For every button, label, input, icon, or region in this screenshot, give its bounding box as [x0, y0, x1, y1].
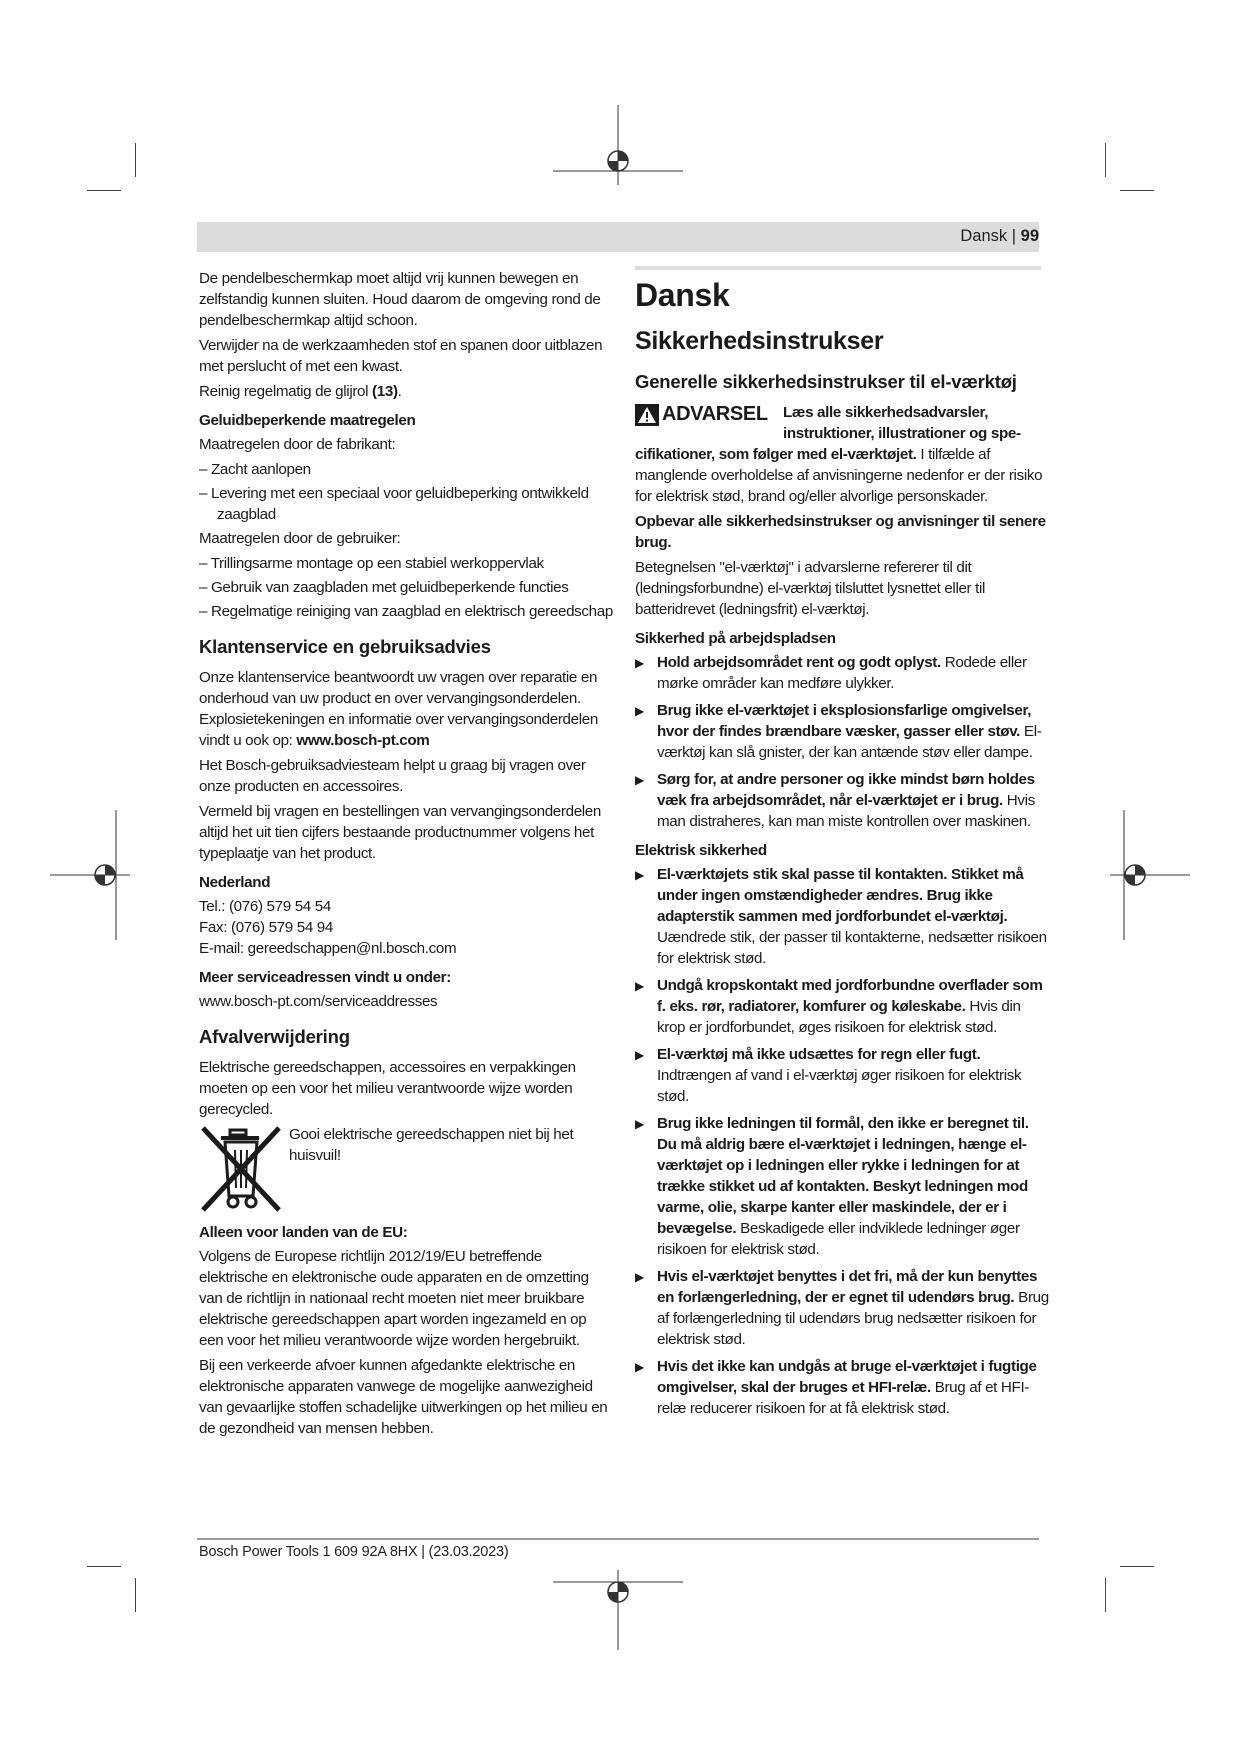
bullet-arrow-icon: ▶ [635, 1360, 644, 1374]
bullet-arrow-icon: ▶ [635, 656, 644, 670]
bullet-arrow-icon: ▶ [635, 1048, 644, 1062]
paragraph: Elektrische gereedschappen, accessoires en verpakkingen moeten op een voor het milieu verantwoorde wijze worden gerecycled. [199, 1059, 576, 1118]
warning-block [635, 402, 1049, 444]
crop-mark [87, 190, 121, 191]
noise-heading: Geluidbeperkende maatregelen [199, 412, 416, 429]
registration-mark-icon [553, 1570, 683, 1650]
bullet-arrow-icon: ▶ [635, 979, 644, 993]
list-item: ▶ Hvis el-værktøjet benyttes i det fri, må der kun benyttes en forlængerledning, der er egnet til udendørs brug. Brug af forlængerledning til udendørs brug nedsætter risikoen for elektrisk stød. [635, 1268, 1049, 1348]
list-item: ▶ El-værktøj må ikke udsættes for regn eller fugt. Indtrængen af vand i el-værktøj øger risikoen for elektrisk stød. [635, 1046, 1022, 1105]
paragraph: Maatregelen door de fabrikant: [199, 436, 396, 453]
list-item: – Zacht aanlopen [199, 461, 311, 478]
bullet-arrow-icon: ▶ [635, 1117, 644, 1131]
reference-number: (13) [372, 383, 398, 400]
crop-mark [1105, 1578, 1106, 1612]
list-item: ▶ Sørg for, at andre personer og ikke mindst børn holdes væk fra arbejdsområdet, når el-værktøjet er i brug. Hvis man distraheres, kan man miste kontrollen over maskinen. [635, 771, 1035, 830]
contact-tel: Tel.: (076) 579 54 54 [199, 898, 331, 915]
bullet-arrow-icon: ▶ [635, 1270, 644, 1284]
section-heading-general: Generelle sikkerhedsinstrukser til el-værktøj [635, 371, 1017, 392]
paragraph: cifikationer, som følger med el-værktøjet. I tilfælde af manglende overholdelse af anvisningerne nedenfor er der risiko for elektrisk stød, brand og/eller alvorlige personskader. [635, 446, 1043, 505]
paragraph: Het Bosch-gebruiksadviesteam helpt u graag bij vragen over onze producten en accessoires. [199, 757, 586, 795]
crossed-bin-icon [199, 1124, 285, 1214]
section-heading-service: Klantenservice en gebruiksadvies [199, 636, 491, 657]
contact-email[interactable]: E-mail: gereedschappen@nl.bosch.com [199, 940, 457, 957]
contact-fax: Fax: (076) 579 54 94 [199, 919, 333, 936]
weee-text: Gooi elektrische gereedschappen niet bij het huisvuil! [289, 1126, 574, 1164]
header-language: Dansk [960, 227, 1008, 245]
list-item: – Trillingsarme montage op een stabiel werkoppervlak [199, 555, 544, 572]
crop-mark [1105, 143, 1106, 177]
paragraph: Bij een verkeerde afvoer kunnen afgedankte elektrische en elektronische apparaten vanwege de mogelijke aanwezigheid van gevaarlijke stoffen schadelijke uitwerkingen op het milieu en de gezondheid van mensen hebben. [199, 1357, 608, 1437]
crop-mark [1120, 190, 1154, 191]
registration-mark-icon [1110, 810, 1190, 940]
paragraph: Verwijder na de werkzaamheden stof en spanen door uitblazen met perslucht of met een kwast. [199, 337, 603, 375]
paragraph: Opbevar alle sikkerhedsinstrukser og anvisninger til senere brug. [635, 513, 1046, 551]
list-item: ▶ Hvis det ikke kan undgås at bruge el-værktøjet i fugtige omgivelser, skal der bruges et HFI-relæ. Brug af et HFI-relæ reducerer risikoen for at få elektrisk stød. [635, 1358, 1037, 1417]
service-addresses-link[interactable]: www.bosch-pt.com/serviceaddresses [199, 993, 438, 1010]
footer-rule [197, 1538, 1039, 1540]
paragraph: Vermeld bij vragen en bestellingen van vervangingsonderdelen altijd het uit tien cijfers bestaande productnummer volgens het typeplaatje van het product. [199, 803, 602, 862]
warning-label: ADVARSEL [635, 402, 783, 444]
paragraph: Betegnelsen "el-værktøj" i advarslerne refererer til dit (ledningsforbundne) el-værktøj tilsluttet lysnettet eller til batteridrevet (ledningsfrit) el-værktøj. [635, 559, 986, 618]
workplace-heading: Sikkerhed på arbejdspladsen [635, 630, 836, 647]
paragraph: Volgens de Europese richtlijn 2012/19/EU betreffende elektrische en elektronische oude apparaten en de omzetting van de richtlijn in nationaal recht moeten niet meer bruikbare elektrische gereedschappen apart worden ingezameld en op een voor het milieu verantwoorde wijze worden hergebruikt. [199, 1248, 589, 1349]
warning-lead: Læs alle sikkerhedsadvarsler, instruktioner, illustrationer og spe- [783, 404, 1021, 442]
country-heading: Nederland [199, 874, 271, 891]
crop-mark [135, 143, 136, 177]
eu-heading: Alleen voor landen van de EU: [199, 1224, 408, 1241]
section-heading-disposal: Afvalverwijdering [199, 1026, 350, 1047]
list-item: – Levering met een speciaal voor geluidbeperking ontwikkeld zaagblad [199, 485, 589, 523]
page-number: 99 [1020, 227, 1039, 245]
list-item: ▶ Brug ikke el-værktøjet i eksplosionsfarlige omgivelser, hvor der findes brændbare væsker, gasser eller støv. El-værktøj kan slå gnister, der kan antænde støv eller dampe. [635, 702, 1042, 761]
list-item: ▶ Undgå kropskontakt med jordforbundne overflader som f. eks. rør, radiatorer, komfurer og køleskabe. Hvis din krop er jordforbundet, øges risikoen for elektrisk stød. [635, 977, 1043, 1036]
list-item: ▶ Hold arbejdsområdet rent og godt oplyst. Rodede eller mørke områder kan medføre ulykker. [635, 654, 1027, 692]
header-separator: | [1011, 227, 1017, 245]
warning-triangle-icon [635, 404, 659, 426]
paragraph: Maatregelen door de gebruiker: [199, 530, 401, 547]
crop-mark [1120, 1566, 1154, 1567]
list-item: – Regelmatige reiniging van zaagblad en elektrisch gereedschap [199, 603, 613, 620]
left-column [199, 268, 613, 1443]
registration-mark-icon [50, 810, 130, 940]
service-link[interactable]: www.bosch-pt.com [296, 732, 430, 749]
right-column [635, 266, 1049, 1425]
bullet-arrow-icon: ▶ [635, 773, 644, 787]
more-addresses-heading: Meer serviceadressen vindt u onder: [199, 969, 451, 986]
crop-mark [87, 1566, 121, 1567]
registration-mark-icon [553, 105, 683, 185]
weee-notice [199, 1124, 613, 1214]
crop-mark [135, 1578, 136, 1612]
section-rule [635, 266, 1041, 270]
paragraph: Onze klantenservice beantwoordt uw vragen over reparatie en onderhoud van uw product en over vervangingsonderdelen. Explosietekeningen en informatie over vervangingsonderdelen vindt u ook op: www.bosch-pt.com [199, 669, 598, 749]
page-subtitle: Sikkerhedsinstrukser [635, 327, 884, 355]
bullet-arrow-icon: ▶ [635, 868, 644, 882]
list-item: ▶ El-værktøjets stik skal passe til kontakten. Stikket må under ingen omstændigheder ændres. Brug ikke adapterstik sammen med jordforbundet el-værktøj. Uændrede stik, der passer til kontakterne, nedsætter risikoen for elektrisk stød. [635, 866, 1047, 967]
page-header [960, 227, 1039, 246]
page-title: Dansk [635, 277, 730, 313]
list-item: – Gebruik van zaagbladen met geluidbeperkende functies [199, 579, 569, 596]
paragraph: De pendelbeschermkap moet altijd vrij kunnen bewegen en zelfstandig kunnen sluiten. Houd daarom de omgeving rond de pendelbeschermkap altijd schoon. [199, 270, 601, 329]
list-item: ▶ Brug ikke ledningen til formål, den ikke er beregnet til. Du må aldrig bære el-værktøjet i ledningen, hænge el-værktøjet op i ledningen eller rykke i ledningen for at trække stikket ud af kontakten. Beskyt ledningen mod varme, olie, skarpe kanter eller maskindele, der er i bevægelse. Beskadigede eller indviklede ledninger øger risikoen for elektrisk stød. [635, 1115, 1029, 1258]
paragraph: Reinig regelmatig de glijrol (13). [199, 383, 402, 400]
header-bar [197, 222, 1039, 252]
page-footer: Bosch Power Tools 1 609 92A 8HX | (23.03.2023) [199, 1544, 509, 1560]
electric-heading: Elektrisk sikkerhed [635, 842, 767, 859]
bullet-arrow-icon: ▶ [635, 704, 644, 718]
